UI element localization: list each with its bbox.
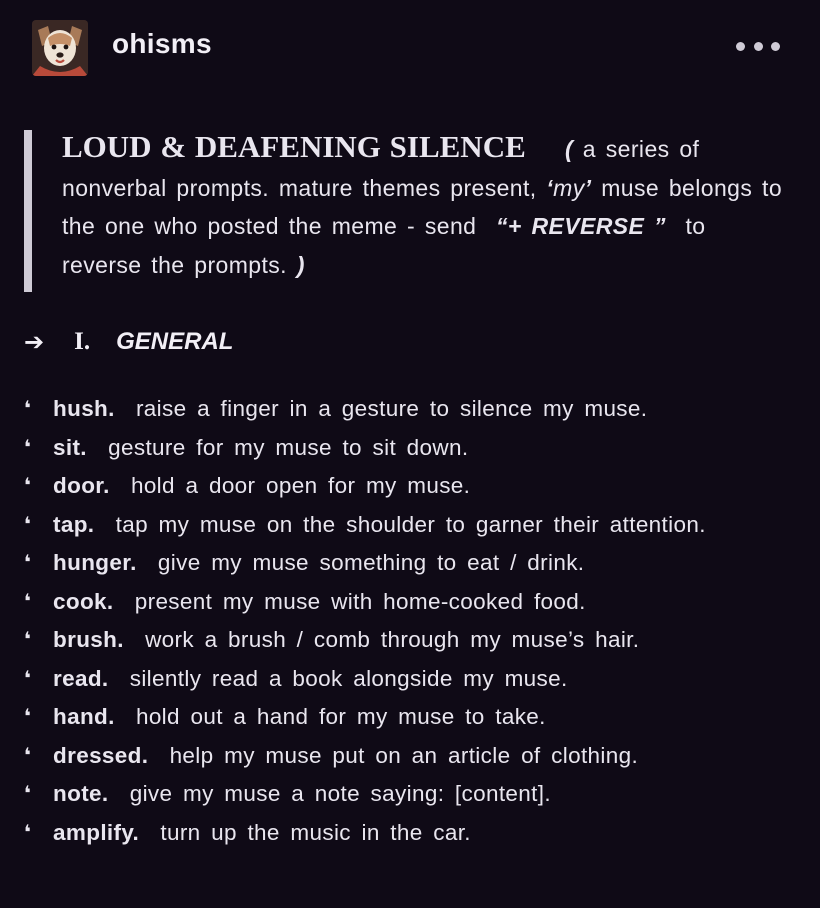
section-heading [24,322,233,362]
post-title: LOUD & DEAFENING SILENCE [62,129,526,164]
prompt-term: hand. [53,704,115,729]
prompt-term: brush. [53,627,124,652]
prompt-text: hold a door open for my muse. [130,473,471,498]
plus-reverse: + REVERSE [507,213,645,239]
quote-bullet-icon: ❛ [24,436,32,459]
close-single-quote: ’ [584,174,592,201]
list-item [24,583,804,622]
ellipsis-horizontal-icon [736,42,745,51]
quote-bullet-icon: ❛ [24,821,32,844]
list-item [24,390,804,429]
prompt-term: hunger. [53,550,137,575]
blockquote-text [62,128,782,284]
prompt-text: give my muse something to eat / drink. [157,550,585,575]
arrow-right-icon: ➔ [24,328,45,356]
prompt-text: present my muse with home-cooked food. [134,588,586,614]
list-item [24,737,804,776]
list-item [24,544,804,583]
open-single-quote: ‘ [546,174,554,201]
quote-bullet-icon: ❛ [24,744,32,767]
quote-bullet-icon: ❛ [24,552,32,574]
blog-username[interactable]: ohisms [112,28,212,59]
intro-text-3: to reverse the prompts. [62,213,706,278]
prompt-text: raise a finger in a gesture to silence my muse. [135,396,648,421]
intro-text-2: muse belongs to the one who posted the meme - send [62,174,783,239]
quote-bullet-icon: ❛ [24,706,32,728]
post-blockquote [24,128,784,294]
list-item [24,621,804,660]
list-item [24,506,804,545]
prompt-term: sit. [53,434,87,460]
section-numeral: I. [74,328,91,355]
list-item [24,698,804,737]
quote-bullet-icon: ❛ [24,475,32,497]
quote-bullet-icon: ❛ [24,513,32,536]
prompt-text: gesture for my muse to sit down. [108,434,469,460]
dog-avatar-icon [32,20,88,76]
prompt-text: give my muse a note saying: [content]. [129,781,551,806]
quote-bullet-icon: ❛ [24,398,32,420]
prompt-list [24,390,804,852]
list-item [24,660,804,699]
prompt-term: note. [53,781,109,806]
prompt-text: hold out a hand for my muse to take. [135,704,546,729]
prompt-term: cook. [53,588,114,614]
prompt-term: hush. [53,396,115,421]
prompt-term: tap. [53,511,95,537]
quote-bullet-icon: ❛ [24,590,32,613]
prompt-text: turn up the music in the car. [160,819,471,845]
close-double-quote: ” [654,213,666,239]
section-title: GENERAL [116,328,234,355]
intro-text-1: a series of nonverbal prompts. mature themes present, [62,136,700,201]
quote-bullet-icon: ❛ [24,629,32,651]
list-item [24,467,804,506]
prompt-text: help my muse put on an article of clothing. [169,742,639,768]
list-item [24,775,804,814]
paren-open: ( [564,136,573,162]
dog-avatar[interactable] [32,20,88,76]
prompt-term: dressed. [53,742,149,768]
ellipsis-horizontal-icon [771,42,780,51]
open-double-quote: “ [495,213,508,239]
my-emphasis: my [553,174,585,201]
blockquote-bar [24,130,32,292]
post-header [0,0,820,100]
prompt-text: tap my muse on the shoulder to garner their attention. [115,511,706,537]
paren-close: ) [296,251,305,278]
prompt-text: work a brush / comb through my muse’s hair. [145,627,640,652]
quote-bullet-icon: ❛ [24,667,32,690]
ellipsis-horizontal-icon [754,42,763,51]
quote-bullet-icon: ❛ [24,783,32,805]
list-item [24,429,804,468]
list-item [24,814,804,853]
prompt-text: silently read a book alongside my muse. [129,665,568,691]
prompt-term: read. [53,665,109,691]
prompt-term: door. [53,473,110,498]
more-options-button[interactable] [736,34,780,58]
prompt-term: amplify. [53,819,140,845]
